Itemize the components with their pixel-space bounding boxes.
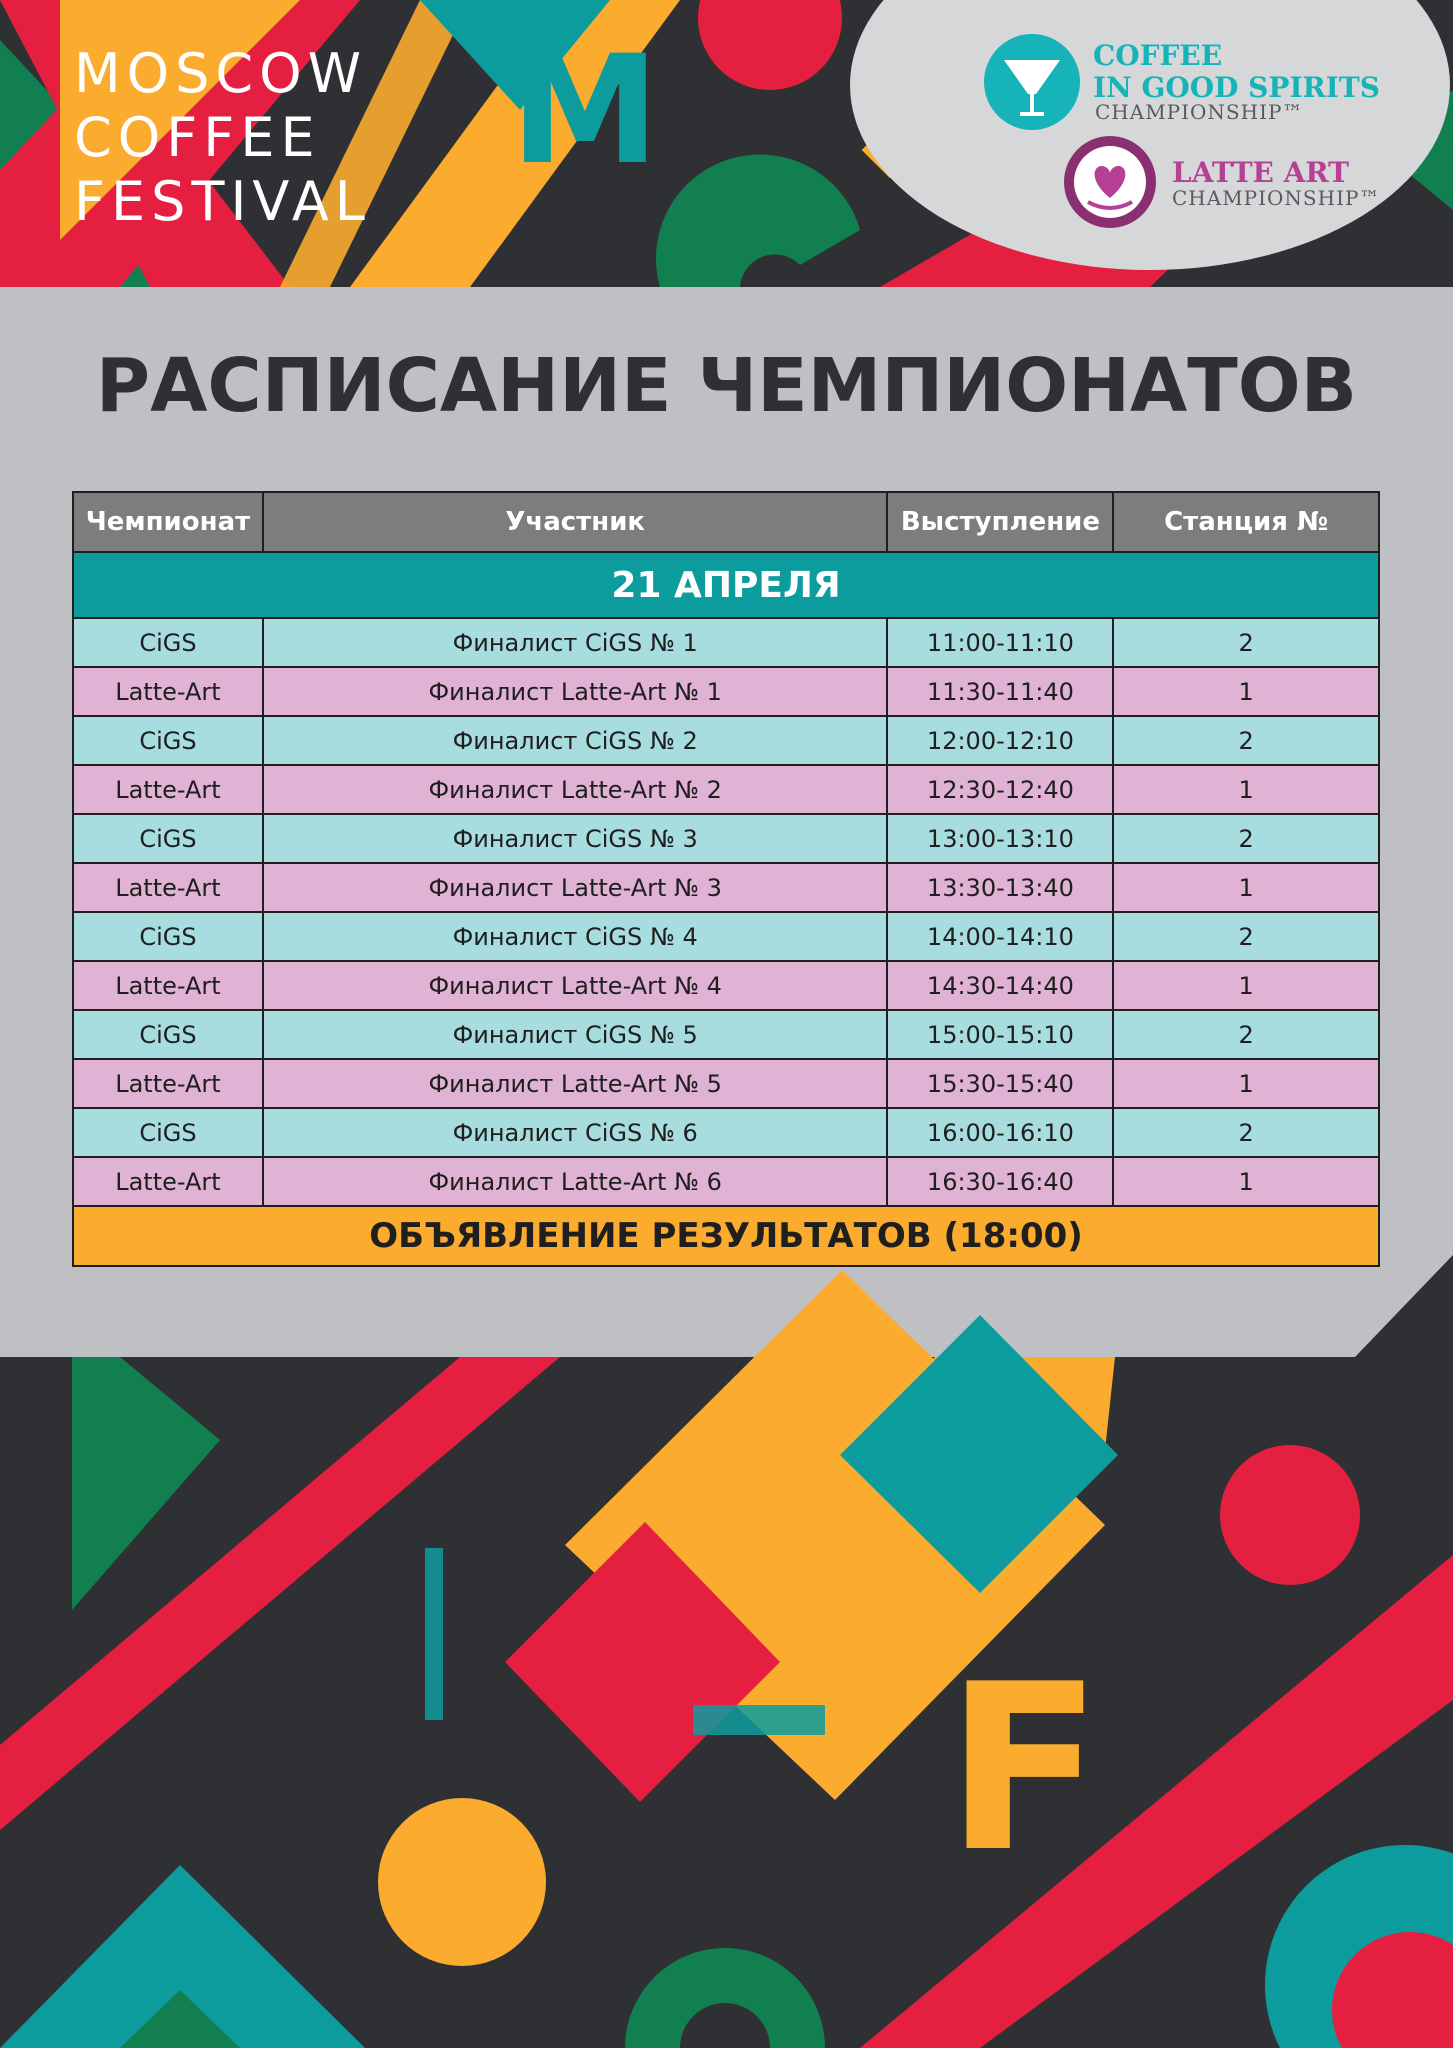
table-row xyxy=(73,667,1379,716)
station-cell: 2 xyxy=(1113,1010,1379,1059)
table-row xyxy=(73,863,1379,912)
cigs-subtitle: CHAMPIONSHIP™ xyxy=(1095,100,1304,124)
table-row xyxy=(73,1157,1379,1206)
championship-cell: CiGS xyxy=(73,912,263,961)
festival-logo xyxy=(74,42,404,234)
time-cell: 16:00-16:10 xyxy=(887,1108,1113,1157)
participant-cell: Финалист Latte-Art № 6 xyxy=(263,1157,888,1206)
station-cell: 2 xyxy=(1113,618,1379,667)
participant-cell: Финалист CiGS № 6 xyxy=(263,1108,888,1157)
championship-cell: Latte-Art xyxy=(73,1157,263,1206)
time-cell: 12:30-12:40 xyxy=(887,765,1113,814)
championship-cell: CiGS xyxy=(73,716,263,765)
participant-cell: Финалист CiGS № 2 xyxy=(263,716,888,765)
table-row xyxy=(73,1010,1379,1059)
logo-line-moscow: MOSCOW xyxy=(74,42,367,105)
table-row xyxy=(73,1108,1379,1157)
participant-cell: Финалист CiGS № 4 xyxy=(263,912,888,961)
decor-letter-m: M xyxy=(510,24,660,198)
championship-cell: Latte-Art xyxy=(73,961,263,1010)
table-row xyxy=(73,765,1379,814)
results-announcement: ОБЪЯВЛЕНИЕ РЕЗУЛЬТАТОВ (18:00) xyxy=(73,1206,1379,1266)
table-row xyxy=(73,1059,1379,1108)
latte-art-subtitle: CHAMPIONSHIP™ xyxy=(1172,186,1381,210)
station-cell: 1 xyxy=(1113,667,1379,716)
station-cell: 1 xyxy=(1113,1157,1379,1206)
station-cell: 1 xyxy=(1113,961,1379,1010)
time-cell: 12:00-12:10 xyxy=(887,716,1113,765)
championship-cell: CiGS xyxy=(73,1010,263,1059)
results-announcement-row xyxy=(73,1206,1379,1266)
championship-cell: CiGS xyxy=(73,1108,263,1157)
date-label: 21 АПРЕЛЯ xyxy=(73,552,1379,618)
table-row xyxy=(73,961,1379,1010)
time-cell: 11:00-11:10 xyxy=(887,618,1113,667)
schedule-table xyxy=(72,491,1380,1267)
table-row xyxy=(73,716,1379,765)
championship-cell: Latte-Art xyxy=(73,1059,263,1108)
table-header-row xyxy=(73,492,1379,552)
time-cell: 11:30-11:40 xyxy=(887,667,1113,716)
time-cell: 14:00-14:10 xyxy=(887,912,1113,961)
station-cell: 1 xyxy=(1113,863,1379,912)
time-cell: 15:30-15:40 xyxy=(887,1059,1113,1108)
logo-line-festival: FESTIVAL xyxy=(74,170,371,233)
station-cell: 2 xyxy=(1113,716,1379,765)
station-cell: 2 xyxy=(1113,814,1379,863)
decor-letter-f: F xyxy=(945,1636,1103,1903)
championship-cell: CiGS xyxy=(73,618,263,667)
date-row xyxy=(73,552,1379,618)
participant-cell: Финалист Latte-Art № 4 xyxy=(263,961,888,1010)
station-cell: 1 xyxy=(1113,765,1379,814)
page-title: РАСПИСАНИЕ ЧЕМПИОНАТОВ xyxy=(95,343,1358,429)
station-cell: 2 xyxy=(1113,1108,1379,1157)
table-row xyxy=(73,912,1379,961)
participant-cell: Финалист CiGS № 5 xyxy=(263,1010,888,1059)
table-row xyxy=(73,618,1379,667)
time-cell: 13:00-13:10 xyxy=(887,814,1113,863)
championship-cell: Latte-Art xyxy=(73,667,263,716)
cigs-title-line-1: COFFEE xyxy=(1093,39,1223,72)
participant-cell: Финалист CiGS № 3 xyxy=(263,814,888,863)
logo-line-coffee: COFFEE xyxy=(74,106,321,169)
header-performance: Выступление xyxy=(887,492,1113,552)
time-cell: 13:30-13:40 xyxy=(887,863,1113,912)
header-participant: Участник xyxy=(263,492,888,552)
time-cell: 14:30-14:40 xyxy=(887,961,1113,1010)
station-cell: 1 xyxy=(1113,1059,1379,1108)
time-cell: 16:30-16:40 xyxy=(887,1157,1113,1206)
header-station: Станция № xyxy=(1113,492,1379,552)
header-championship: Чемпионат xyxy=(73,492,263,552)
table-row xyxy=(73,814,1379,863)
championship-cell: Latte-Art xyxy=(73,765,263,814)
latte-art-title: LATTE ART xyxy=(1172,156,1349,189)
station-cell: 2 xyxy=(1113,912,1379,961)
participant-cell: Финалист Latte-Art № 1 xyxy=(263,667,888,716)
participant-cell: Финалист Latte-Art № 2 xyxy=(263,765,888,814)
championship-cell: CiGS xyxy=(73,814,263,863)
participant-cell: Финалист Latte-Art № 5 xyxy=(263,1059,888,1108)
cigs-title-line-2: IN GOOD SPIRITS xyxy=(1093,71,1380,104)
participant-cell: Финалист CiGS № 1 xyxy=(263,618,888,667)
championship-cell: Latte-Art xyxy=(73,863,263,912)
participant-cell: Финалист Latte-Art № 3 xyxy=(263,863,888,912)
time-cell: 15:00-15:10 xyxy=(887,1010,1113,1059)
